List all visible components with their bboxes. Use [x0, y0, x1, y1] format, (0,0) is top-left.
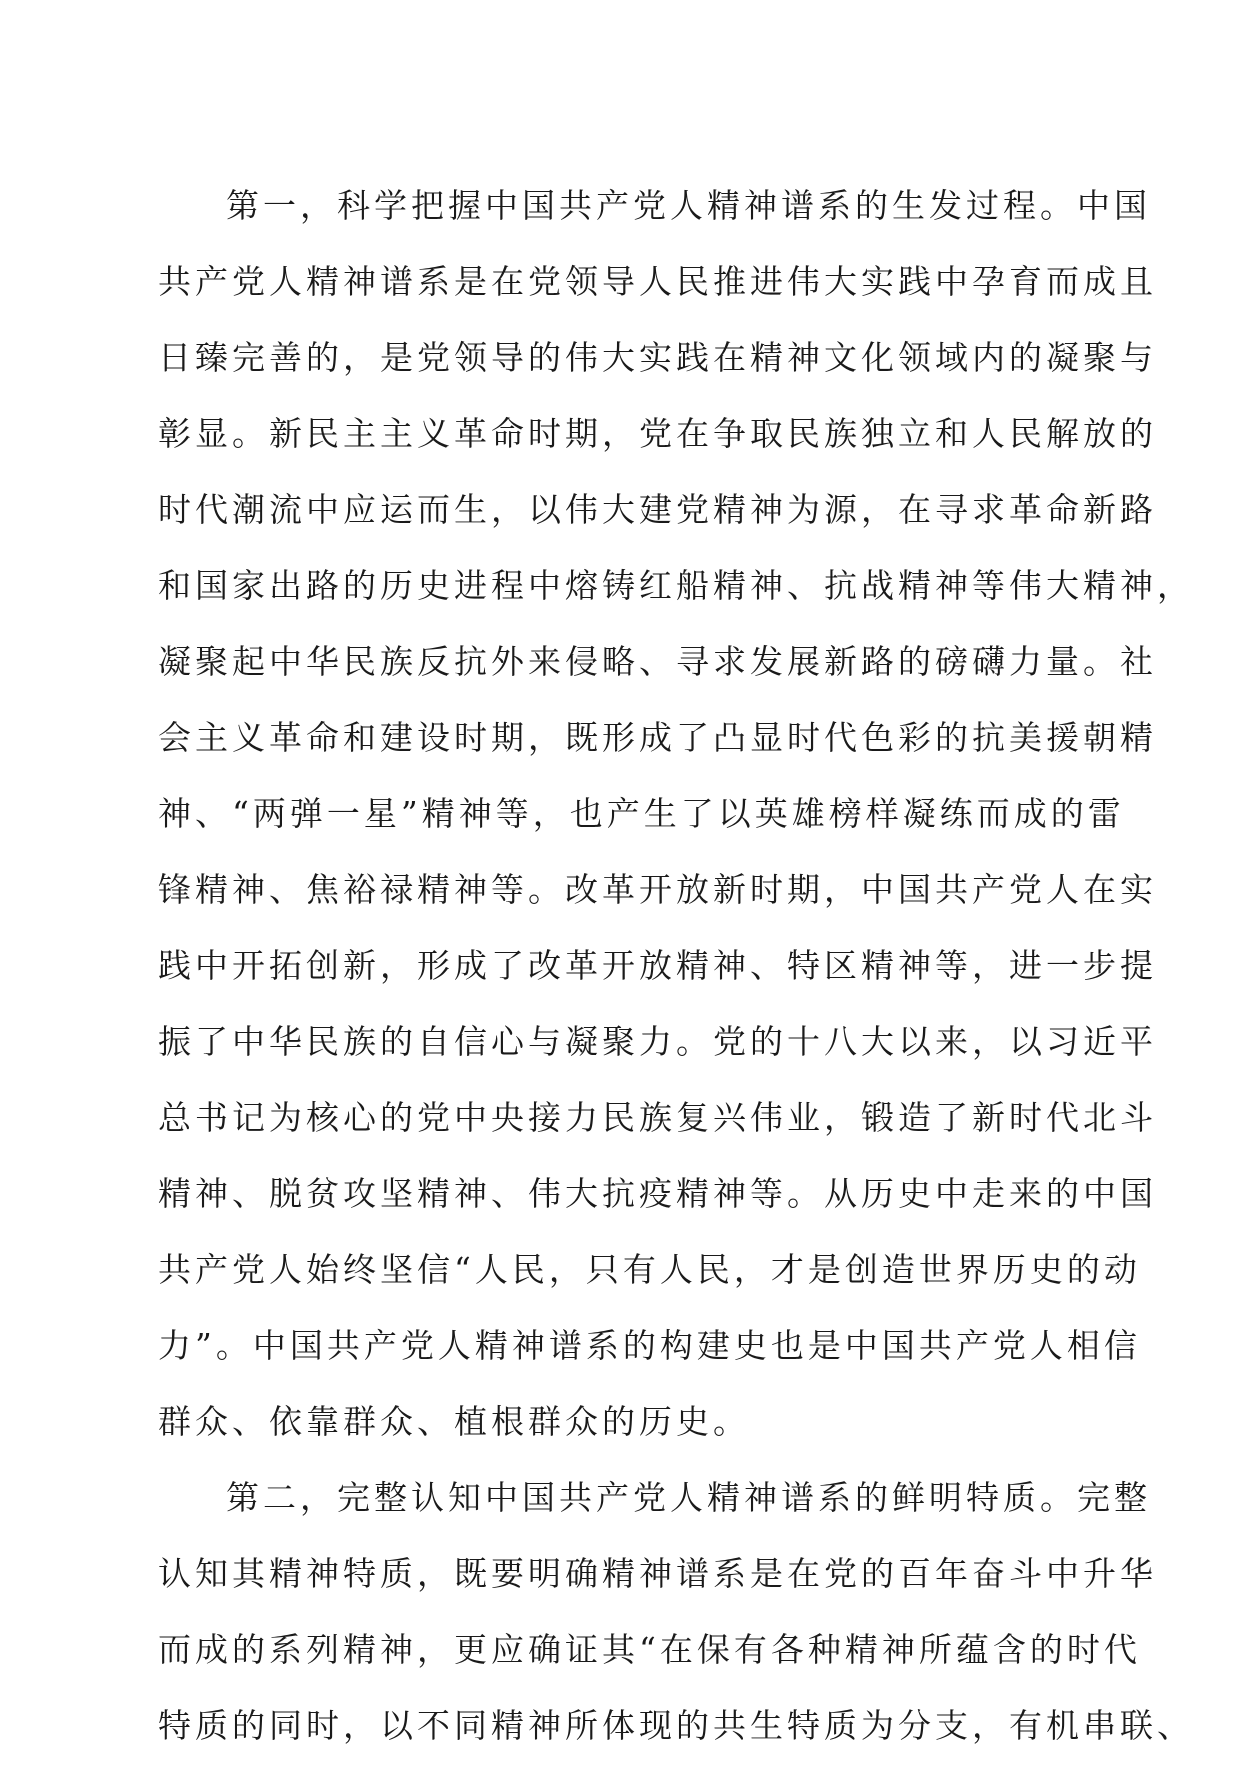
paragraph-2 — [158, 1474, 1194, 1750]
text-line: 时 代 潮 流 中 应 运 而 生 ， 以 伟 大 建 党 精 神 为 源 ， 在 寻 求 革 命 新 路 — [158, 490, 1157, 529]
text-line: 锋 精 神 、 焦 裕 禄 精 神 等 。 改 革 开 放 新 时 期 ， 中 国 共 产 党 人 在 实 — [158, 870, 1157, 909]
text-line: 践 中 开 拓 创 新 ， 形 成 了 改 革 开 放 精 神 、 特 区 精 神 等 ， 进 一 步 提 — [158, 946, 1157, 985]
paragraph-1 — [158, 182, 1194, 1446]
text-line: 神 、 “ 两 弹 一 星 ” 精 神 等 ， 也 产 生 了 以 英 雄 榜 样 凝 练 而 成 的 雷 — [158, 794, 1125, 833]
text-line: 彰 显 。 新 民 主 主 义 革 命 时 期 ， 党 在 争 取 民 族 独 立 和 人 民 解 放 的 — [158, 414, 1157, 453]
text-line: 力 ” 。 中 国 共 产 党 人 精 神 谱 系 的 构 建 史 也 是 中 国 共 产 党 人 相 信 — [158, 1326, 1141, 1365]
text-line: 群众、依靠群众、植根群众的历史。 — [158, 1402, 750, 1441]
text-line: 特 质 的 同 时 ， 以 不 同 精 神 所 体 现 的 共 生 特 质 为 分 支 ， 有 机 串 联 、 — [158, 1706, 1194, 1745]
text-line: 凝 聚 起 中 华 民 族 反 抗 外 来 侵 略 、 寻 求 发 展 新 路 的 磅 礴 力 量 。 社 — [158, 642, 1157, 681]
text-line: 和 国 家 出 路 的 历 史 进 程 中 熔 铸 红 船 精 神 、 抗 战 精 神 等 伟 大 精 神 ， — [158, 566, 1194, 605]
text-line: 共 产 党 人 始 终 坚 信 “ 人 民 ， 只 有 人 民 ， 才 是 创 造 世 界 历 史 的 动 — [158, 1250, 1141, 1289]
text-line: 第 一 ， 科 学 把 握 中 国 共 产 党 人 精 神 谱 系 的 生 发 过 程 。 中 国 — [226, 186, 1151, 225]
text-line: 精 神 、 脱 贫 攻 坚 精 神 、 伟 大 抗 疫 精 神 等 。 从 历 史 中 走 来 的 中 国 — [158, 1174, 1157, 1213]
text-line: 共 产 党 人 精 神 谱 系 是 在 党 领 导 人 民 推 进 伟 大 实 践 中 孕 育 而 成 且 — [158, 262, 1157, 301]
text-line: 而 成 的 系 列 精 神 ， 更 应 确 证 其 “ 在 保 有 各 种 精 神 所 蕴 含 的 时 代 — [158, 1630, 1141, 1669]
text-line: 第 二 ， 完 整 认 知 中 国 共 产 党 人 精 神 谱 系 的 鲜 明 特 质 。 完 整 — [226, 1478, 1151, 1517]
text-line: 日 臻 完 善 的 ， 是 党 领 导 的 伟 大 实 践 在 精 神 文 化 领 域 内 的 凝 聚 与 — [158, 338, 1157, 377]
text-line: 认 知 其 精 神 特 质 ， 既 要 明 确 精 神 谱 系 是 在 党 的 百 年 奋 斗 中 升 华 — [158, 1554, 1157, 1593]
text-line: 振 了 中 华 民 族 的 自 信 心 与 凝 聚 力 。 党 的 十 八 大 以 来 ， 以 习 近 平 — [158, 1022, 1157, 1061]
body-text — [158, 182, 1194, 1778]
text-line: 会 主 义 革 命 和 建 设 时 期 ， 既 形 成 了 凸 显 时 代 色 彩 的 抗 美 援 朝 精 — [158, 718, 1157, 757]
text-line: 总 书 记 为 核 心 的 党 中 央 接 力 民 族 复 兴 伟 业 ， 锻 造 了 新 时 代 北 斗 — [158, 1098, 1157, 1137]
